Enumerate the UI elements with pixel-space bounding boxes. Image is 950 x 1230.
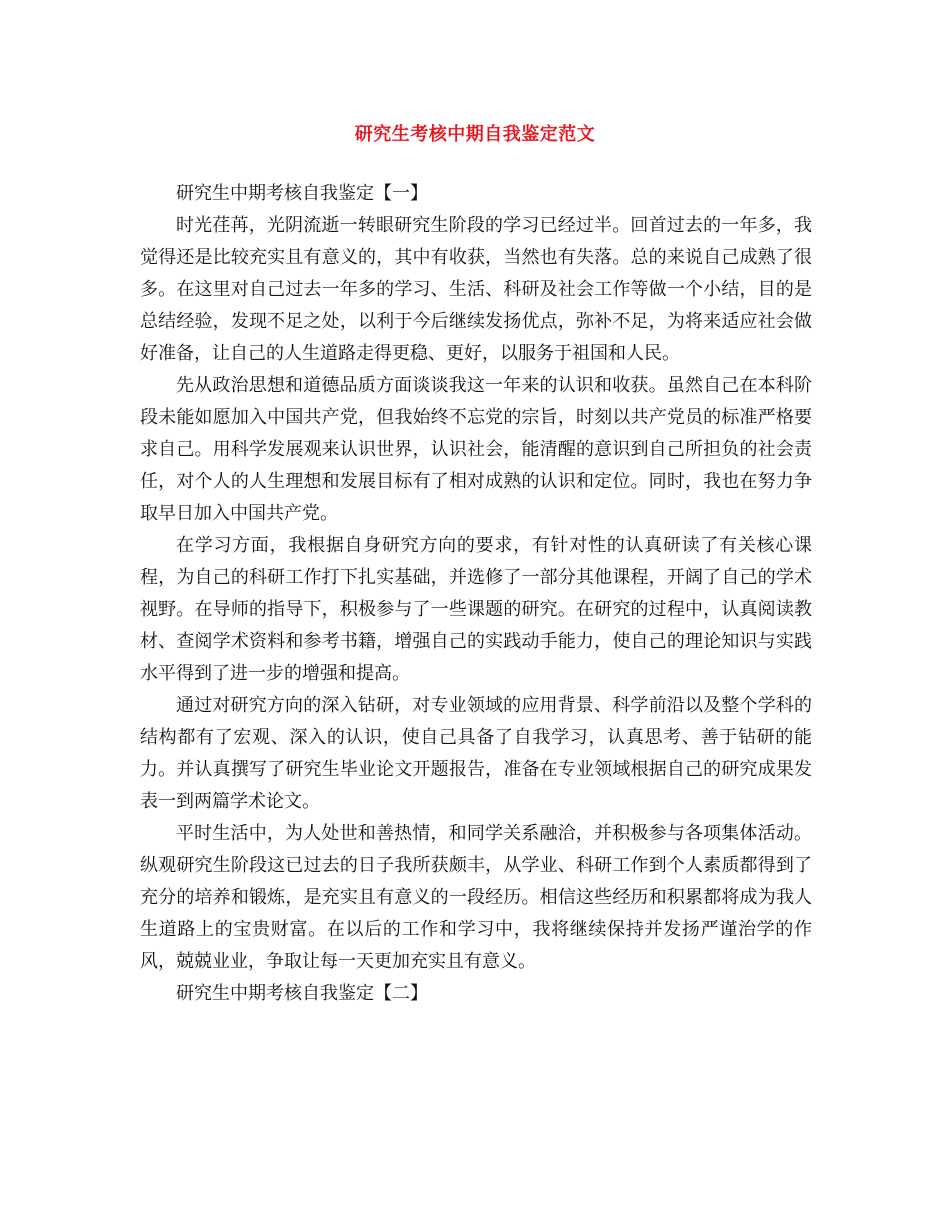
paragraph: 通过对研究方向的深入钻研，对专业领域的应用背景、科学前沿以及整个学科的结构都有了宏观、深入的认识，使自己具备了自我学习，认真思考、善于钻研的能力。并认真撰写了研究生毕业论文开题报告，准备在专业领域根据自己的研究成果发表一到两篇学术论文。 xyxy=(140,695,812,812)
document-title: 研究生考核中期自我鉴定范文 xyxy=(354,124,596,145)
section-heading: 研究生中期考核自我鉴定【二】 xyxy=(176,983,428,1004)
paragraph: 在学习方面，我根据自身研究方向的要求，有针对性的认真研读了有关核心课程，为自己的科研工作打下扎实基础，并选修了一部分其他课程，开阔了自己的学术视野。在导师的指导下，积极参与了一些课题的研究。在研究的过程中，认真阅读教材、查阅学术资料和参考书籍，增强自己的实践动手能力，使自己的理论知识与实践水平得到了进一步的增强和提高。 xyxy=(140,535,812,684)
paragraph: 时光荏苒，光阴流逝一转眼研究生阶段的学习已经过半。回首过去的一年多，我觉得还是比较充实且有意义的，其中有收获，当然也有失落。总的来说自己成熟了很多。在这里对自己过去一年多的学习、生活、科研及社会工作等做一个小结，目的是总结经验，发现不足之处，以利于今后继续发扬优点，弥补不足，为将来适应社会做好准备，让自己的人生道路走得更稳、更好，以服务于祖国和人民。 xyxy=(140,215,812,364)
section-heading: 研究生中期考核自我鉴定【一】 xyxy=(176,183,428,204)
document-body xyxy=(140,178,812,1010)
paragraph: 先从政治思想和道德品质方面谈谈我这一年来的认识和收获。虽然自己在本科阶段未能如愿加入中国共产党，但我始终不忘党的宗旨，时刻以共产党员的标准严格要求自己。用科学发展观来认识世界，认识社会，能清醒的意识到自己所担负的社会责任，对个人的人生理想和发展目标有了相对成熟的认识和定位。同时，我也在努力争取早日加入中国共产党。 xyxy=(140,375,812,524)
paragraph: 平时生活中，为人处世和善热情，和同学关系融洽，并积极参与各项集体活动。纵观研究生阶段这已过去的日子我所获颇丰，从学业、科研工作到个人素质都得到了充分的培养和锻炼，是充实且有意义的一段经历。相信这些经历和积累都将成为我人生道路上的宝贵财富。在以后的工作和学习中，我将继续保持并发扬严谨治学的作风，兢兢业业，争取让每一天更加充实且有意义。 xyxy=(140,823,812,972)
